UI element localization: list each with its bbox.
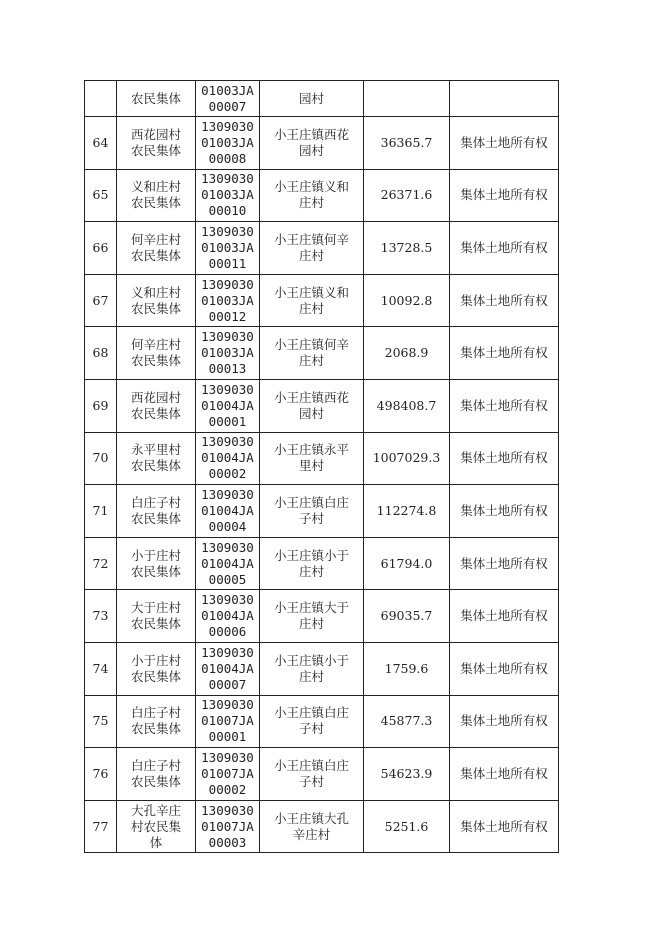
owner-name-line: 农民集体 <box>130 668 181 684</box>
location-line: 庄村 <box>298 247 324 263</box>
cell-area: 5251.6 <box>364 800 450 853</box>
parcel-code-line: 01004JA <box>201 397 254 413</box>
cell-number: 75 <box>85 695 117 748</box>
parcel-code-line: 1309030 <box>201 329 254 345</box>
parcel-code-line: 00011 <box>208 255 247 271</box>
parcel-code-line: 1309030 <box>201 802 254 818</box>
table-row <box>85 590 559 643</box>
parcel-code-line: 1309030 <box>201 749 254 765</box>
parcel-code-line: 1309030 <box>201 644 254 660</box>
parcel-code-line: 00002 <box>208 466 247 482</box>
owner-name-line: 白庄子村 <box>130 705 181 721</box>
owner-name-line: 农民集体 <box>130 721 181 737</box>
cell-area: 36365.7 <box>364 117 450 170</box>
cell-location <box>260 537 364 590</box>
cell-number: 68 <box>85 327 117 380</box>
parcel-code-line: 1309030 <box>201 118 254 134</box>
cell-parcel-code <box>196 695 260 748</box>
cell-location <box>260 485 364 538</box>
owner-name-line: 农民集体 <box>130 195 181 211</box>
location-line: 庄村 <box>298 195 324 211</box>
cell-location <box>260 695 364 748</box>
cell-location <box>260 117 364 170</box>
cell-area: 26371.6 <box>364 169 450 222</box>
location-line: 小王庄镇永平 <box>273 442 349 458</box>
cell-parcel-code <box>196 537 260 590</box>
location-line: 庄村 <box>298 563 324 579</box>
cell-right-type: 集体土地所有权 <box>450 169 559 222</box>
owner-name-line: 小于庄村 <box>130 547 181 563</box>
cell-right-type: 集体土地所有权 <box>450 800 559 853</box>
location-line: 小王庄镇小于 <box>273 547 349 563</box>
cell-owner-name <box>117 379 196 432</box>
owner-name-line: 大于庄村 <box>130 600 181 616</box>
location-line: 子村 <box>298 773 324 789</box>
location-line: 园村 <box>298 142 324 158</box>
cell-location <box>260 748 364 801</box>
cell-area: 10092.8 <box>364 274 450 327</box>
cell-right-type: 集体土地所有权 <box>450 537 559 590</box>
cell-location <box>260 327 364 380</box>
cell-parcel-code <box>196 117 260 170</box>
parcel-code-line: 1309030 <box>201 223 254 239</box>
location-line: 小王庄镇西花 <box>273 126 349 142</box>
cell-right-type: 集体土地所有权 <box>450 642 559 695</box>
table-row <box>85 327 559 380</box>
cell-owner-name <box>117 590 196 643</box>
cell-right-type: 集体土地所有权 <box>450 485 559 538</box>
cell-number: 73 <box>85 590 117 643</box>
parcel-code-line: 1309030 <box>201 592 254 608</box>
parcel-code-line: 1309030 <box>201 539 254 555</box>
location-line: 小王庄镇白庄 <box>273 757 349 773</box>
cell-right-type: 集体土地所有权 <box>450 748 559 801</box>
parcel-code-line: 00001 <box>208 729 247 745</box>
table-row <box>85 274 559 327</box>
cell-owner-name <box>117 81 196 117</box>
cell-number: 67 <box>85 274 117 327</box>
parcel-code-line: 01007JA <box>201 713 254 729</box>
table-row <box>85 800 559 853</box>
cell-owner-name <box>117 169 196 222</box>
location-line: 园村 <box>298 90 324 106</box>
parcel-code-line: 00008 <box>208 150 247 166</box>
owner-name-line: 大孔辛庄 <box>130 802 181 818</box>
cell-owner-name <box>117 274 196 327</box>
owner-name-line: 农民集体 <box>130 510 181 526</box>
cell-owner-name <box>117 537 196 590</box>
owner-name-line: 农民集体 <box>130 142 181 158</box>
owner-name-line: 农民集体 <box>130 616 181 632</box>
cell-number: 71 <box>85 485 117 538</box>
cell-area <box>364 81 450 117</box>
table-row <box>85 485 559 538</box>
location-line: 小王庄镇白庄 <box>273 705 349 721</box>
parcel-code-line: 00010 <box>208 203 247 219</box>
cell-location <box>260 222 364 275</box>
cell-right-type: 集体土地所有权 <box>450 590 559 643</box>
owner-name-line: 义和庄村 <box>130 284 181 300</box>
parcel-code-line: 00005 <box>208 571 247 587</box>
parcel-code-line: 00001 <box>208 413 247 429</box>
owner-name-line: 何辛庄村 <box>130 337 181 353</box>
location-line: 小王庄镇西花 <box>273 389 349 405</box>
cell-location <box>260 379 364 432</box>
cell-area: 498408.7 <box>364 379 450 432</box>
parcel-code-line: 1309030 <box>201 381 254 397</box>
cell-area: 61794.0 <box>364 537 450 590</box>
parcel-code-line: 00002 <box>208 781 247 797</box>
cell-number: 72 <box>85 537 117 590</box>
owner-name-line: 农民集体 <box>130 90 181 106</box>
location-line: 小王庄镇义和 <box>273 179 349 195</box>
location-line: 庄村 <box>298 300 324 316</box>
location-line: 庄村 <box>298 668 324 684</box>
parcel-code-line: 01004JA <box>201 502 254 518</box>
owner-name-line: 小于庄村 <box>130 652 181 668</box>
cell-number: 66 <box>85 222 117 275</box>
parcel-code-line: 01004JA <box>201 660 254 676</box>
owner-name-line: 何辛庄村 <box>130 231 181 247</box>
parcel-code-line: 1309030 <box>201 697 254 713</box>
cell-parcel-code <box>196 800 260 853</box>
cell-parcel-code <box>196 222 260 275</box>
cell-right-type: 集体土地所有权 <box>450 327 559 380</box>
table-row <box>85 117 559 170</box>
cell-number: 65 <box>85 169 117 222</box>
owner-name-line: 农民集体 <box>130 247 181 263</box>
location-line: 小王庄镇小于 <box>273 652 349 668</box>
location-line: 小王庄镇义和 <box>273 284 349 300</box>
cell-owner-name <box>117 695 196 748</box>
location-line: 小王庄镇何辛 <box>273 231 349 247</box>
table-row <box>85 748 559 801</box>
table-row-continued <box>85 81 559 117</box>
owner-name-line: 西花园村 <box>130 389 181 405</box>
cell-location <box>260 642 364 695</box>
parcel-code-line: 01003JA <box>201 292 254 308</box>
owner-name-line: 白庄子村 <box>130 494 181 510</box>
parcel-code-line: 1309030 <box>201 171 254 187</box>
cell-right-type: 集体土地所有权 <box>450 222 559 275</box>
parcel-code-line: 00003 <box>208 834 247 850</box>
location-line: 子村 <box>298 510 324 526</box>
cell-parcel-code <box>196 81 260 117</box>
location-line: 庄村 <box>298 353 324 369</box>
location-line: 小王庄镇大孔 <box>273 810 349 826</box>
cell-area: 1007029.3 <box>364 432 450 485</box>
table-row <box>85 537 559 590</box>
parcel-code-line: 01003JA <box>201 134 254 150</box>
parcel-code-line: 00007 <box>208 98 247 114</box>
cell-area: 54623.9 <box>364 748 450 801</box>
table-row <box>85 642 559 695</box>
location-line: 里村 <box>298 458 324 474</box>
cell-parcel-code <box>196 327 260 380</box>
cell-area: 45877.3 <box>364 695 450 748</box>
parcel-code-line: 00012 <box>208 308 247 324</box>
cell-number: 74 <box>85 642 117 695</box>
cell-owner-name <box>117 642 196 695</box>
cell-number: 77 <box>85 800 117 853</box>
parcel-code-line: 01003JA <box>201 187 254 203</box>
cell-owner-name <box>117 222 196 275</box>
table-row <box>85 432 559 485</box>
cell-parcel-code <box>196 642 260 695</box>
owner-name-line: 农民集体 <box>130 300 181 316</box>
owner-name-line: 农民集体 <box>130 405 181 421</box>
location-line: 子村 <box>298 721 324 737</box>
location-line: 庄村 <box>298 616 324 632</box>
parcel-code-line: 1309030 <box>201 276 254 292</box>
parcel-code-line: 00007 <box>208 676 247 692</box>
parcel-code-line: 00004 <box>208 518 247 534</box>
location-line: 小王庄镇白庄 <box>273 494 349 510</box>
cell-owner-name <box>117 748 196 801</box>
cell-location <box>260 274 364 327</box>
land-ownership-table <box>84 80 559 853</box>
cell-parcel-code <box>196 432 260 485</box>
owner-name-line: 白庄子村 <box>130 757 181 773</box>
cell-location <box>260 800 364 853</box>
owner-name-line: 义和庄村 <box>130 179 181 195</box>
cell-location <box>260 590 364 643</box>
parcel-code-line: 01007JA <box>201 765 254 781</box>
cell-owner-name <box>117 485 196 538</box>
cell-right-type: 集体土地所有权 <box>450 379 559 432</box>
cell-number: 64 <box>85 117 117 170</box>
table-body <box>85 81 559 853</box>
location-line: 园村 <box>298 405 324 421</box>
cell-area: 69035.7 <box>364 590 450 643</box>
cell-area: 13728.5 <box>364 222 450 275</box>
parcel-code-line: 1309030 <box>201 486 254 502</box>
cell-right-type: 集体土地所有权 <box>450 695 559 748</box>
owner-name-line: 永平里村 <box>130 442 181 458</box>
cell-number: 69 <box>85 379 117 432</box>
cell-number: 76 <box>85 748 117 801</box>
location-line: 小王庄镇何辛 <box>273 337 349 353</box>
owner-name-line: 体 <box>149 834 163 850</box>
cell-right-type: 集体土地所有权 <box>450 432 559 485</box>
location-line: 小王庄镇大于 <box>273 600 349 616</box>
cell-location <box>260 432 364 485</box>
cell-number: 70 <box>85 432 117 485</box>
cell-right-type: 集体土地所有权 <box>450 117 559 170</box>
parcel-code-line: 00013 <box>208 361 247 377</box>
cell-location <box>260 81 364 117</box>
table-row <box>85 379 559 432</box>
parcel-code-line: 01007JA <box>201 818 254 834</box>
cell-parcel-code <box>196 379 260 432</box>
table-row <box>85 695 559 748</box>
cell-owner-name <box>117 327 196 380</box>
owner-name-line: 农民集体 <box>130 458 181 474</box>
cell-parcel-code <box>196 590 260 643</box>
parcel-code-line: 01004JA <box>201 608 254 624</box>
parcel-code-line: 01003JA <box>201 82 254 98</box>
cell-owner-name <box>117 800 196 853</box>
parcel-code-line: 01003JA <box>201 345 254 361</box>
cell-area: 2068.9 <box>364 327 450 380</box>
parcel-code-line: 00006 <box>208 624 247 640</box>
cell-number <box>85 81 117 117</box>
cell-location <box>260 169 364 222</box>
parcel-code-line: 01003JA <box>201 239 254 255</box>
cell-parcel-code <box>196 748 260 801</box>
cell-right-type: 集体土地所有权 <box>450 274 559 327</box>
table-row <box>85 169 559 222</box>
cell-owner-name <box>117 117 196 170</box>
table-row <box>85 222 559 275</box>
cell-parcel-code <box>196 169 260 222</box>
parcel-code-line: 01004JA <box>201 555 254 571</box>
cell-right-type <box>450 81 559 117</box>
cell-area: 112274.8 <box>364 485 450 538</box>
cell-area: 1759.6 <box>364 642 450 695</box>
location-line: 辛庄村 <box>292 826 331 842</box>
parcel-code-line: 1309030 <box>201 434 254 450</box>
parcel-code-line: 01004JA <box>201 450 254 466</box>
owner-name-line: 农民集体 <box>130 353 181 369</box>
cell-owner-name <box>117 432 196 485</box>
owner-name-line: 农民集体 <box>130 563 181 579</box>
cell-parcel-code <box>196 274 260 327</box>
owner-name-line: 西花园村 <box>130 126 181 142</box>
owner-name-line: 农民集体 <box>130 773 181 789</box>
owner-name-line: 村农民集 <box>130 818 181 834</box>
cell-parcel-code <box>196 485 260 538</box>
